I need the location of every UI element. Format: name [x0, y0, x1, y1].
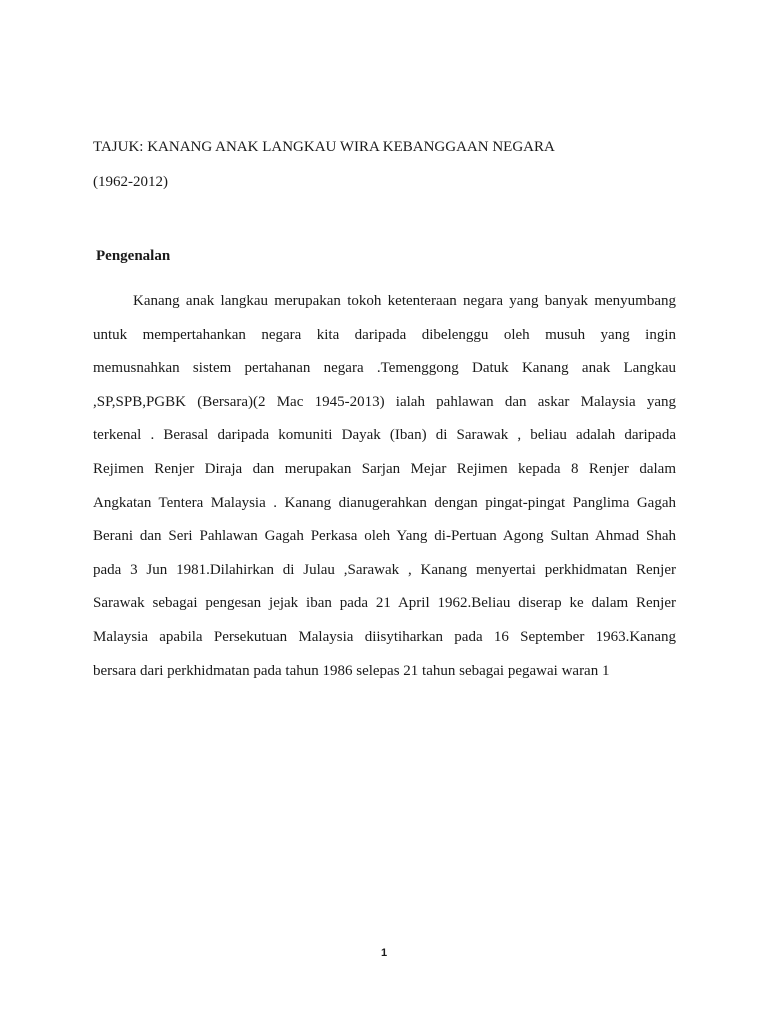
document-title: TAJUK: KANANG ANAK LANGKAU WIRA KEBANGGAAN NEGARA — [93, 139, 555, 155]
section-heading: Pengenalan — [96, 248, 171, 264]
paragraph-line: Angkatan Tentera Malaysia . Kanang dianugerahkan dengan pingat-pingat Panglima Gagah — [93, 494, 676, 511]
paragraph-line: terkenal . Berasal daripada komuniti Dayak (Iban) di Sarawak , beliau adalah daripada — [93, 427, 676, 444]
paragraph-line: bersara dari perkhidmatan pada tahun 1986 selepas 21 tahun sebagai pegawai waran 1 — [93, 662, 610, 679]
paragraph-line: memusnahkan sistem pertahanan negara .Temenggong Datuk Kanang anak Langkau — [93, 360, 676, 377]
document-years: (1962-2012) — [93, 174, 168, 190]
paragraph-line: pada 3 Jun 1981.Dilahirkan di Julau ,Sarawak , Kanang menyertai perkhidmatan Renjer — [93, 561, 676, 578]
paragraph-line: Malaysia apabila Persekutuan Malaysia diisytiharkan pada 16 September 1963.Kanang — [93, 628, 676, 645]
paragraph-line: untuk mempertahankan negara kita daripada dibelenggu oleh musuh yang ingin — [93, 326, 676, 343]
page-number: 1 — [380, 947, 388, 959]
paragraph-line: Berani dan Seri Pahlawan Gagah Perkasa oleh Yang di-Pertuan Agong Sultan Ahmad Shah — [93, 528, 676, 545]
paragraph-line: ,SP,SPB,PGBK (Bersara)(2 Mac 1945-2013) ialah pahlawan dan askar Malaysia yang — [93, 393, 676, 410]
paragraph-line: Kanang anak langkau merupakan tokoh ketenteraan negara yang banyak menyumbang — [133, 293, 676, 309]
paragraph-line: Rejimen Renjer Diraja dan merupakan Sarjan Mejar Rejimen kepada 8 Renjer dalam — [93, 460, 676, 477]
paragraph-line: Sarawak sebagai pengesan jejak iban pada 21 April 1962.Beliau diserap ke dalam Renjer — [93, 595, 676, 612]
body-paragraph — [93, 290, 676, 693]
